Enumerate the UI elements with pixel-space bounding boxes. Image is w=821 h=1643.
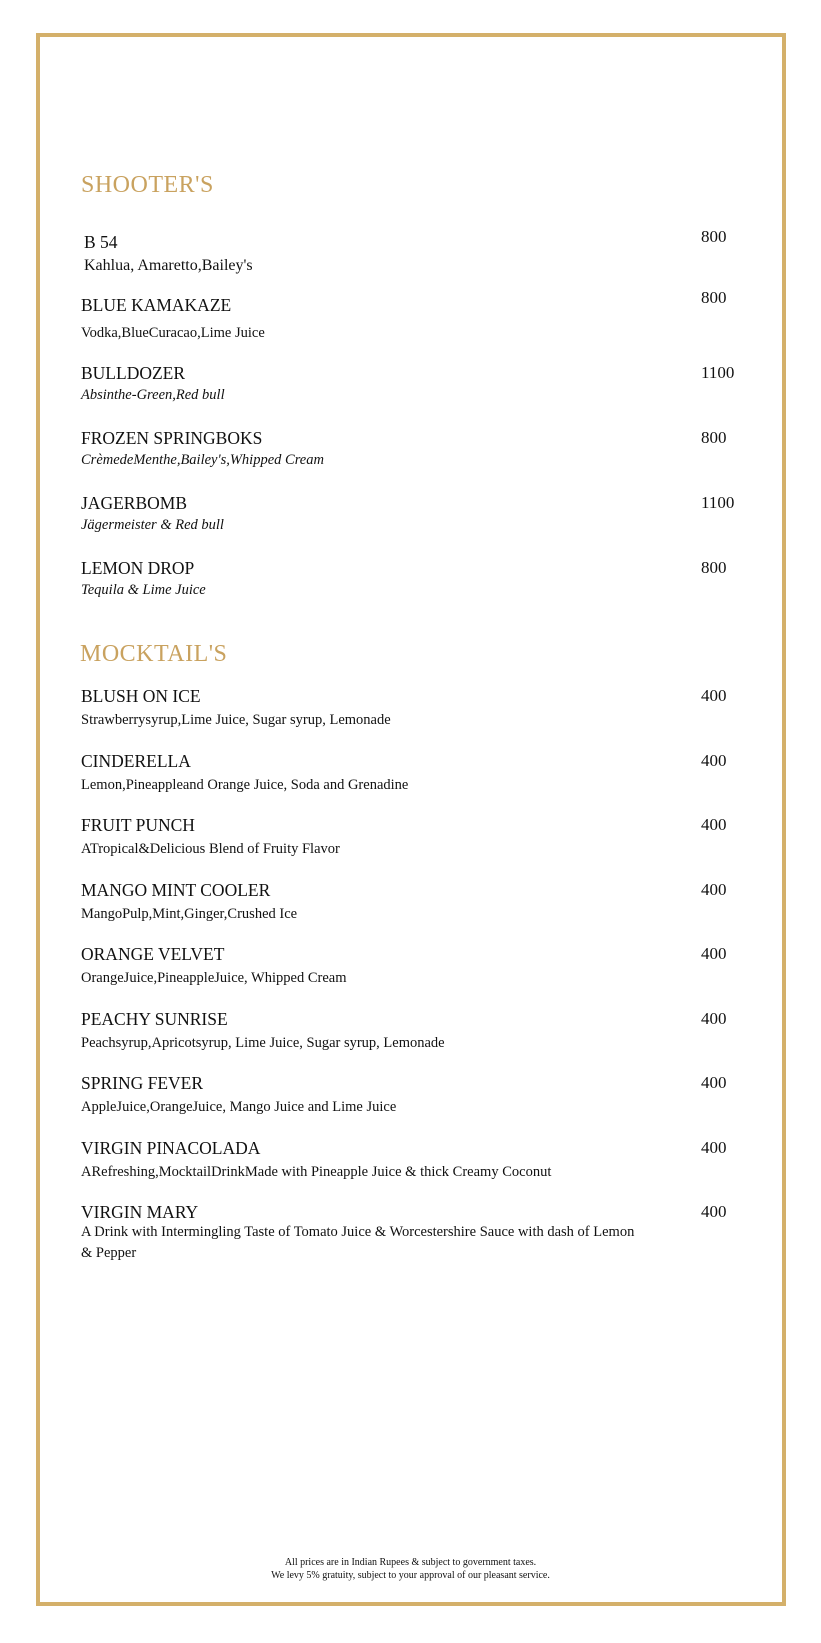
item-price: 400 — [701, 686, 727, 705]
item-name: FROZEN SPRINGBOKS — [81, 428, 263, 448]
item-price: 400 — [701, 815, 727, 834]
item-desc: OrangeJuice,PineappleJuice, Whipped Cream — [81, 970, 347, 986]
section-title-mocktails: MOCKTAIL'S — [80, 641, 228, 667]
item-name: LEMON DROP — [81, 558, 195, 578]
item-name: SPRING FEVER — [81, 1073, 204, 1093]
item-desc: Tequila & Lime Juice — [81, 582, 206, 598]
item-name: ORANGE VELVET — [81, 944, 225, 964]
item-name: FRUIT PUNCH — [81, 815, 195, 835]
item-price: 1100 — [701, 363, 735, 382]
item-desc: Peachsyrup,Apricotsyrup, Lime Juice, Sugar syrup, Lemonade — [81, 1035, 445, 1051]
item-price: 400 — [701, 1138, 727, 1157]
footer-note — [0, 1556, 821, 1582]
item-price: 400 — [701, 751, 727, 770]
item-price: 400 — [701, 1073, 727, 1092]
item-price: 400 — [701, 1202, 727, 1221]
item-price: 800 — [701, 558, 727, 577]
footer-line-taxes: All prices are in Indian Rupees & subject to government taxes. — [284, 1557, 537, 1568]
item-desc: Vodka,BlueCuracao,Lime Juice — [81, 325, 265, 341]
item-name: BULLDOZER — [81, 363, 186, 383]
item-name: CINDERELLA — [81, 751, 191, 771]
item-desc: ARefreshing,MocktailDrinkMade with Pineapple Juice & thick Creamy Coconut — [81, 1164, 552, 1180]
item-desc: A Drink with Intermingling Taste of Tomato Juice & Worcestershire Sauce with dash of Lemon & Pepper — [81, 1224, 635, 1261]
item-price: 800 — [701, 428, 727, 447]
item-price: 800 — [701, 227, 727, 246]
footer-line-gratuity: We levy 5% gratuity, subject to your approval of our pleasant service. — [271, 1570, 550, 1581]
item-name: B 54 — [84, 232, 118, 252]
item-desc: Strawberrysyrup,Lime Juice, Sugar syrup, Lemonade — [81, 712, 391, 728]
item-desc: CrèmedeMenthe,Bailey's,Whipped Cream — [81, 452, 324, 468]
section-title-shooters: SHOOTER'S — [81, 172, 214, 198]
item-name: VIRGIN PINACOLADA — [81, 1138, 261, 1158]
item-desc: Kahlua, Amaretto,Bailey's — [84, 257, 253, 274]
item-price: 400 — [701, 944, 727, 963]
item-name: JAGERBOMB — [81, 493, 187, 513]
item-price: 800 — [701, 288, 727, 307]
item-price: 400 — [701, 1009, 727, 1028]
item-desc: ATropical&Delicious Blend of Fruity Flavor — [81, 841, 340, 857]
item-name: VIRGIN MARY — [81, 1202, 199, 1222]
item-name: BLUSH ON ICE — [81, 686, 201, 706]
item-name: PEACHY SUNRISE — [81, 1009, 228, 1029]
item-price: 400 — [701, 880, 727, 899]
item-desc: MangoPulp,Mint,Ginger,Crushed Ice — [81, 906, 298, 922]
item-desc: Jägermeister & Red bull — [81, 517, 224, 533]
item-desc: Absinthe-Green,Red bull — [81, 387, 225, 403]
item-desc: Lemon,Pineappleand Orange Juice, Soda and Grenadine — [81, 777, 409, 793]
item-desc: AppleJuice,OrangeJuice, Mango Juice and Lime Juice — [81, 1099, 397, 1115]
item-price: 1100 — [701, 493, 735, 512]
item-name: MANGO MINT COOLER — [81, 880, 271, 900]
item-name: BLUE KAMAKAZE — [81, 295, 232, 315]
